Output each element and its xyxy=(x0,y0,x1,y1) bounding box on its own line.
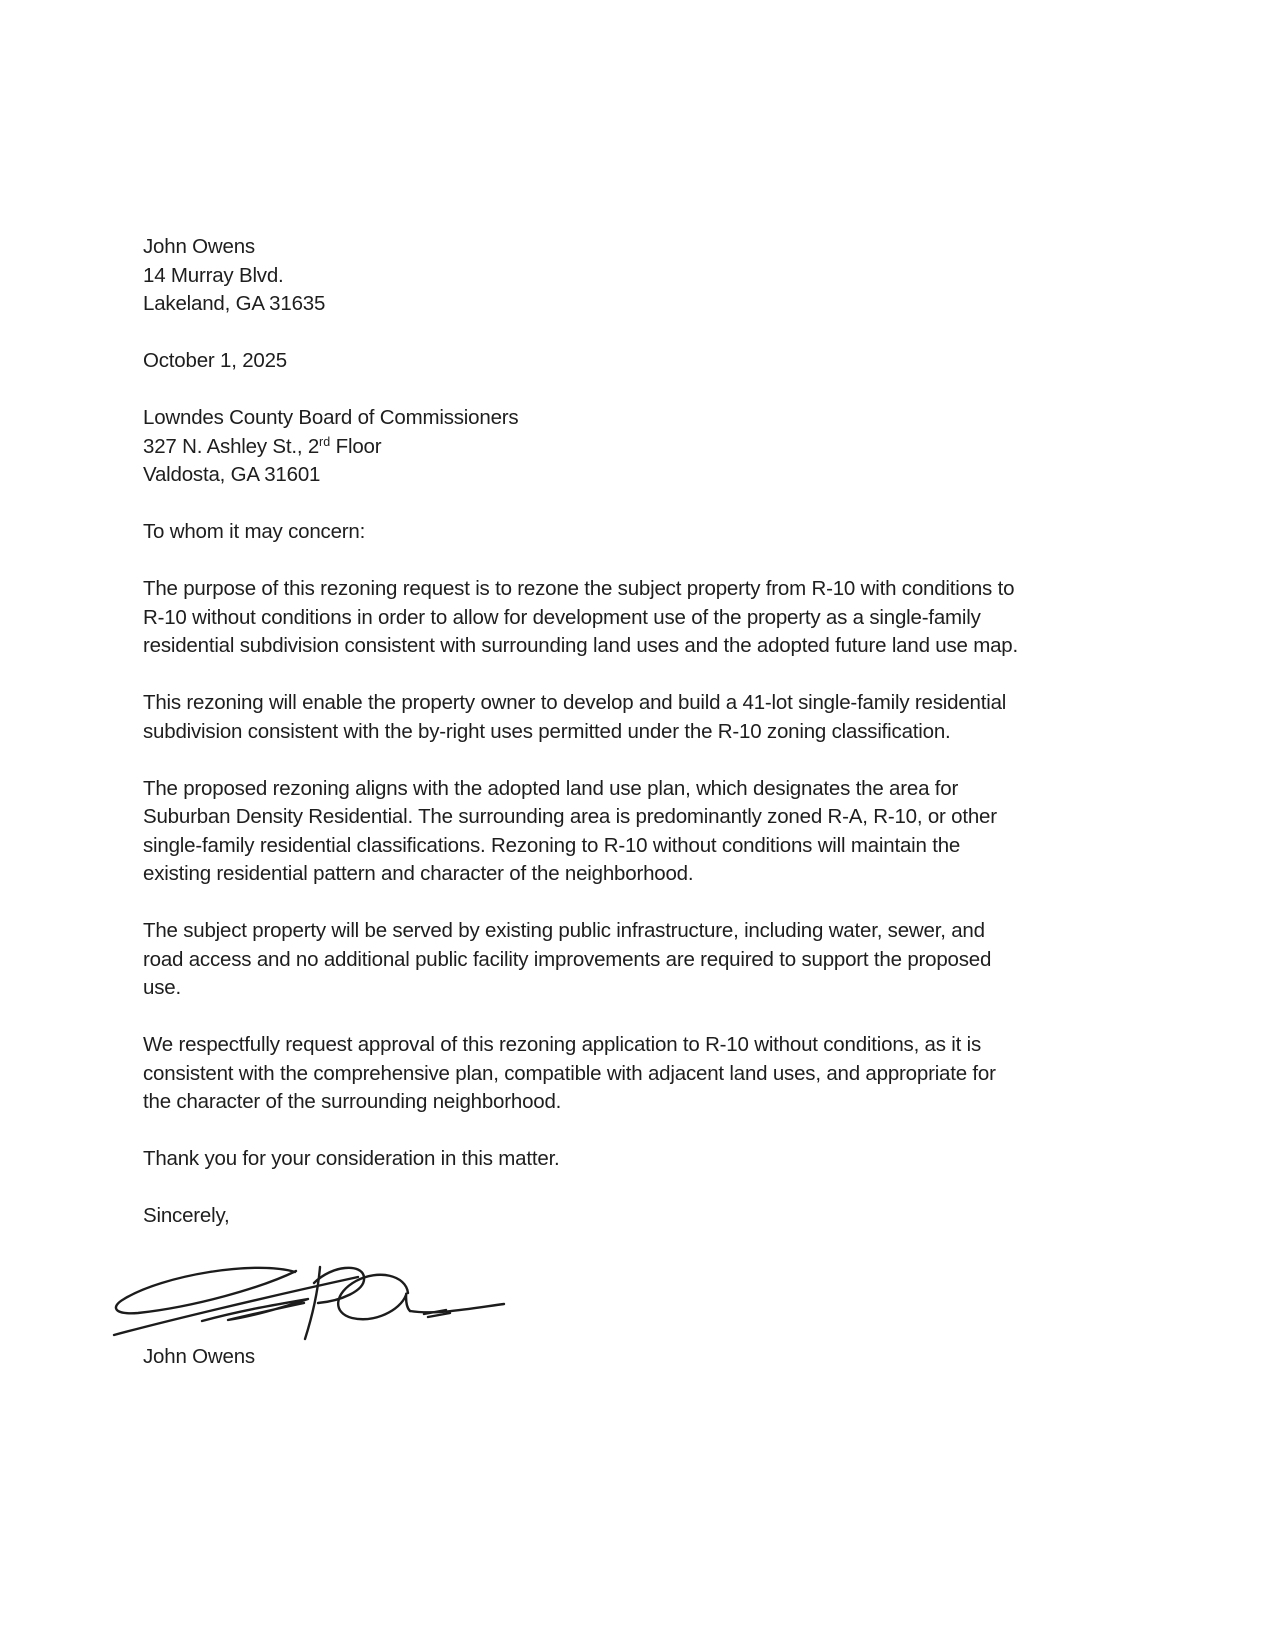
sender-name: John Owens xyxy=(143,235,255,258)
recipient-floor-ordinal: rd xyxy=(319,434,331,449)
body-paragraph-6 xyxy=(143,1145,1118,1174)
recipient-street-text: 327 N. Ashley St., 2 xyxy=(143,434,320,458)
body-paragraph-5 xyxy=(143,1031,1118,1117)
sender-address-line2: Lakeland, GA 31635 xyxy=(143,292,326,315)
paragraph-line: The purpose of this rezoning request is to rezone the subject property from R-10 with conditions to xyxy=(143,577,1015,600)
recipient-name: Lowndes County Board of Commissioners xyxy=(143,406,519,429)
paragraph-line: The proposed rezoning aligns with the adopted land use plan, which designates the area for xyxy=(143,776,959,800)
body-paragraph-1 xyxy=(143,575,1118,661)
paragraph-line: Thank you for your consideration in this matter. xyxy=(143,1147,560,1170)
paragraph-line: consistent with the comprehensive plan, compatible with adjacent land uses, and appropriate for xyxy=(143,1061,996,1085)
signature-image xyxy=(106,1259,508,1343)
paragraph-line: single-family residential classifications. Rezoning to R-10 without conditions will maintain the xyxy=(143,833,961,857)
signature xyxy=(106,1259,1118,1343)
paragraph-line: use. xyxy=(143,976,181,999)
letter-content xyxy=(143,233,1118,1372)
paragraph-line: the character of the surrounding neighborhood. xyxy=(143,1090,562,1113)
salutation: To whom it may concern: xyxy=(143,520,366,543)
date-line: October 1, 2025 xyxy=(143,349,288,372)
paragraph-line: existing residential pattern and character of the neighborhood. xyxy=(143,862,694,885)
paragraph-line: This rezoning will enable the property owner to develop and build a 41-lot single-family residential xyxy=(143,691,1007,714)
recipient-block xyxy=(143,404,1118,490)
paragraph-line: R-10 without conditions in order to allow for development use of the property as a single-family xyxy=(143,605,981,629)
body-paragraph-3 xyxy=(143,775,1118,889)
recipient-street-line xyxy=(143,433,1118,462)
paragraph-line: We respectfully request approval of this rezoning application to R-10 without conditions, as it is xyxy=(143,1033,982,1056)
recipient-floor-text: Floor xyxy=(330,434,382,458)
sender-address-line1: 14 Murray Blvd. xyxy=(143,263,284,287)
paragraph-line: subdivision consistent with the by-right uses permitted under the R-10 zoning classification. xyxy=(143,719,951,743)
body-paragraph-4 xyxy=(143,917,1118,1003)
closing: Sincerely, xyxy=(143,1204,230,1227)
body-paragraph-2 xyxy=(143,689,1118,746)
paragraph-line: residential subdivision consistent with surrounding land uses and the adopted future land use map. xyxy=(143,634,1018,657)
paragraph-line: road access and no additional public facility improvements are required to support the proposed xyxy=(143,947,992,971)
paragraph-line: The subject property will be served by existing public infrastructure, including water, sewer, and xyxy=(143,919,985,942)
paragraph-line: Suburban Density Residential. The surrounding area is predominantly zoned R-A, R-10, or other xyxy=(143,805,997,828)
recipient-city-line: Valdosta, GA 31601 xyxy=(143,463,321,486)
signature-name: John Owens xyxy=(143,1345,255,1368)
sender-block xyxy=(143,233,1118,319)
